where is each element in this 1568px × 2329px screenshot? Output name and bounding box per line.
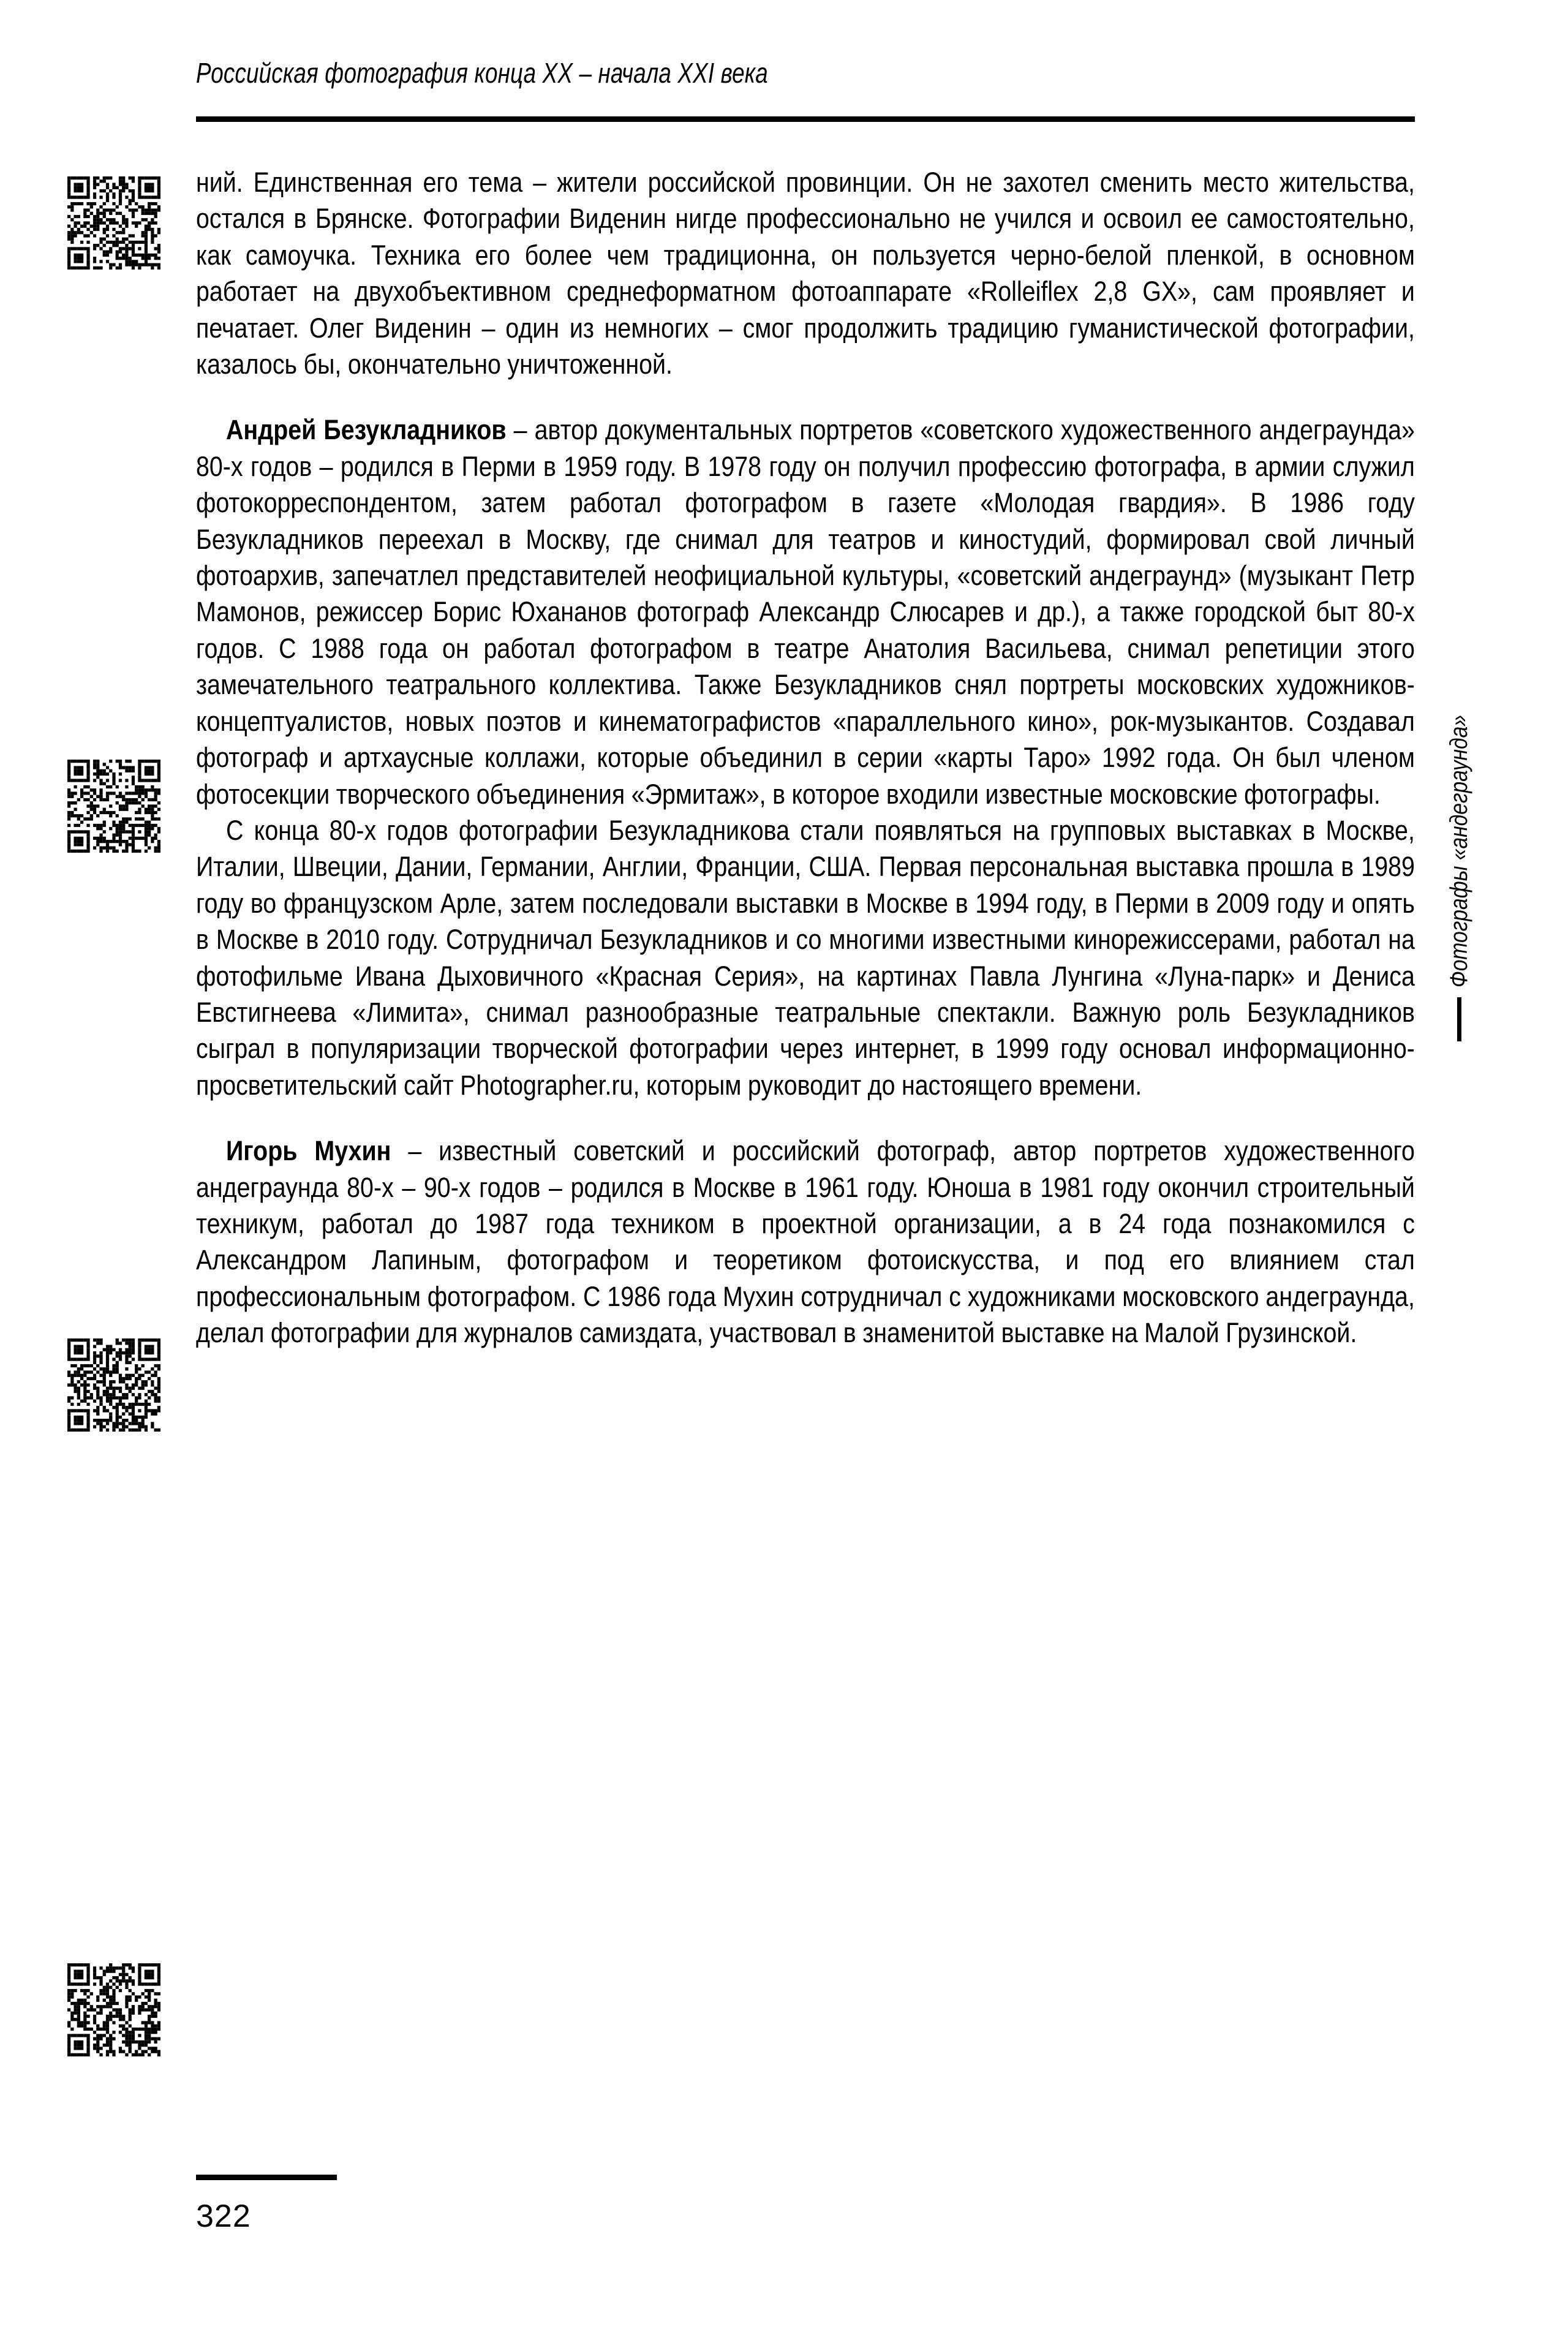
para-bezukladnikov-2: С конца 80-х годов фотографии Безукладникова стали появляться на групповых выставках в Москве, Италии, Швеции, Дании, Германии, Англии, Франции, США. Первая персональная выставка прошла в 1989 году во французском Арле, затем последовали выставки в Москве в 1994 году, в Перми в 2009 году и опять в Москве в 2010 году. Сотрудничал Безукладников и со многими известными кинорежиссерами, работал на фотофильме Ивана Дыховичного «Красная Серия», на картинах Павла Лунгина «Луна-парк» и Дениса Евстигнеева «Лимита», снимал разнообразные театральные спектакли. Важную роль Безукладников сыграл в популяризации творческой фотографии через интернет, в 1999 году основал информационно-просветительский сайт Photographer.ru, которым руководит до настоящего времени.	[196, 814, 1415, 1101]
side-tab-label: Фотографы «андеграунда»	[1445, 715, 1472, 987]
section-side-tab	[1441, 110, 1477, 987]
qr-code-marker[interactable]	[67, 1338, 160, 1432]
side-tab-rule	[1457, 997, 1461, 1041]
para-mukhin: Игорь Мухин – известный советский и российский фотограф, автор портретов художественного андеграунда 80-х – 90-х годов – родился в Москве в 1961 году. Юноша в 1981 году окончил строительный техникум, работал до 1987 года техником в проектной организации, а в 24 года познакомился с Александром Лапиным, фотографом и теоретиком фотоискусства, и под его влиянием стал профессиональным фотографом. С 1986 года Мухин сотрудничал с художниками московского андеграунда, делал фотографии для журналов самиздата, участвовал в знаменитой выставке на Малой Грузинской.	[196, 1135, 1415, 1349]
para-bezukladnikov-1: Андрей Безукладников – автор документальных портретов «советского художественного андеграунда» 80-х годов – родился в Перми в 1959 году. В 1978 году он получил профессию фотографа, в армии служил фотокорреспондентом, затем работал фотографом в газете «Молодая гвардия». В 1986 году Безукладников переехал в Москву, где снимал для театров и киностудий, формировал свой личный фотоархив, запечатлел представителей неофициальной культуры, «советский андеграунд» (музыкант Петр Мамонов, режиссер Борис Юхананов фотограф Александр Слюсарев и др.), а также городской быт 80-х годов. С 1988 года он работал фотографом в театре Анатолия Васильева, снимал репетиции этого замечательного театрального коллектива. Также Безукладников снял портреты московских художников-концептуалистов, новых поэтов и кинематографистов «параллельного кино», рок-музыкантов. Создавал фотограф и артхаусные коллажи, которые объединил в серии «карты Таро» 1992 года. Он был членом фотосекции творческого объединения «Эрмитаж», в которое входили известные московские фотографы.	[196, 414, 1415, 810]
header-rule	[196, 116, 1415, 122]
footer-rule	[196, 2175, 337, 2180]
photographer-name: Андрей Безукладников	[226, 414, 507, 446]
para-videnin: ний. Единственная его тема – жители российской провинции. Он не захотел сменить место жительства, остался в Брянске. Фотографии Виденин нигде профессионально не учился и освоил ее самостоятельно, как самоучка. Техника его более чем традиционна, он пользуется черно-белой пленкой, в основном работает на двухобъективном среднеформатном фотоаппарате «Rolleiflex 2,8 GX», сам проявляет и печатает. Олег Виденин – один из немногих – смог продолжить традицию гуманистической фотографии, казалось бы, окончательно уничтоженной.	[196, 167, 1415, 380]
qr-code-marker[interactable]	[67, 176, 160, 270]
body-text-column	[196, 164, 1415, 1351]
qr-code-marker[interactable]	[67, 760, 160, 853]
qr-code-marker[interactable]	[67, 1963, 160, 2056]
photographer-name: Игорь Мухин	[226, 1135, 391, 1167]
page-number: 322	[196, 2199, 251, 2234]
running-head: Российская фотография конца XX – начала XXI века	[196, 57, 768, 89]
